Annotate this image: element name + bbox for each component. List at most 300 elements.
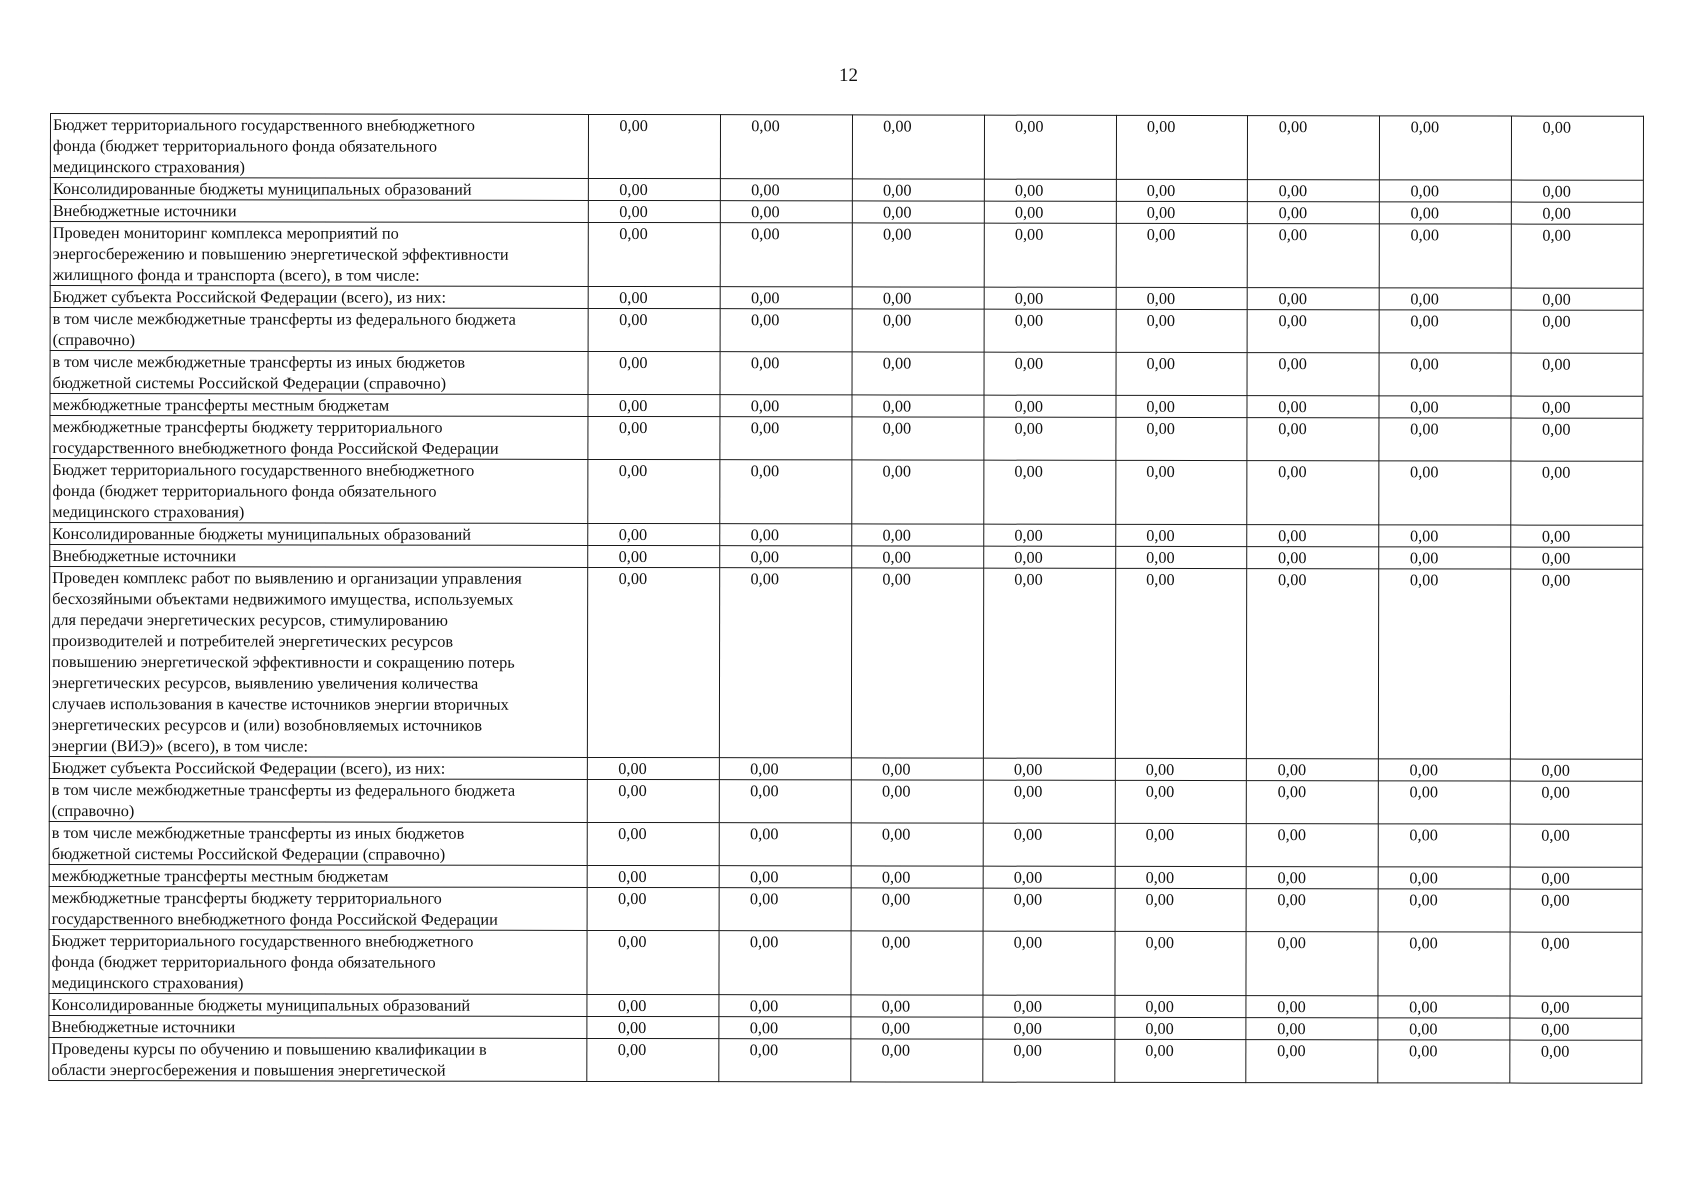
value-cell — [588, 286, 720, 308]
value-text: 0,00 — [882, 461, 912, 481]
value-cell — [720, 115, 852, 179]
value-text: 0,00 — [1277, 933, 1306, 953]
value-text: 0,00 — [1542, 311, 1571, 331]
table-row — [50, 286, 1643, 311]
value-cell — [984, 287, 1116, 309]
value-text: 0,00 — [881, 1018, 911, 1038]
value-text: 0,00 — [1145, 759, 1175, 779]
value-cell — [852, 115, 984, 179]
value-text: 0,00 — [1541, 526, 1571, 546]
value-text: 0,00 — [1542, 397, 1571, 417]
value-cell — [1378, 996, 1510, 1018]
value-cell — [1378, 867, 1510, 889]
value-cell — [1247, 569, 1379, 759]
value-cell — [852, 287, 984, 309]
value-cell — [588, 222, 720, 286]
value-cell — [1116, 287, 1248, 309]
row-label: Бюджет субъекта Российской Федерации (всего), из них: — [49, 756, 587, 779]
value-text: 0,00 — [1410, 354, 1439, 374]
value-text: 0,00 — [881, 932, 911, 952]
value-text: 0,00 — [618, 395, 648, 416]
value-cell — [1114, 1039, 1246, 1082]
row-label: Проведены курсы по обучению и повышению квалификации в области энергосбережения и повышения энергетической — [49, 1037, 587, 1081]
value-cell — [983, 546, 1115, 568]
value-text: 0,00 — [1278, 548, 1307, 568]
value-cell — [983, 931, 1115, 995]
value-text: 0,00 — [749, 996, 779, 1016]
value-text: 0,00 — [881, 889, 911, 909]
value-text: 0,00 — [751, 116, 780, 136]
value-cell — [588, 114, 720, 178]
value-text: 0,00 — [1277, 1041, 1306, 1061]
value-text: 0,00 — [619, 201, 648, 222]
value-cell — [720, 352, 852, 395]
value-text: 0,00 — [883, 180, 912, 200]
value-cell — [1379, 781, 1511, 824]
value-text: 0,00 — [1277, 1019, 1306, 1039]
value-text: 0,00 — [1014, 180, 1044, 200]
value-text: 0,00 — [1409, 782, 1439, 802]
value-text: 0,00 — [1410, 462, 1439, 482]
value-text: 0,00 — [1146, 353, 1176, 373]
value-cell — [851, 931, 983, 995]
value-cell — [1247, 547, 1379, 569]
value-text: 0,00 — [1409, 760, 1439, 780]
value-cell — [852, 395, 984, 417]
value-text: 0,00 — [882, 396, 912, 416]
value-cell — [1247, 461, 1379, 525]
value-text: 0,00 — [1014, 396, 1044, 416]
value-cell — [719, 780, 851, 823]
value-text: 0,00 — [618, 866, 647, 887]
value-text: 0,00 — [751, 224, 780, 244]
value-cell — [720, 524, 852, 546]
table-row — [50, 178, 1643, 203]
value-text: 0,00 — [1409, 890, 1438, 910]
value-cell — [1379, 396, 1511, 418]
value-cell — [1510, 889, 1642, 932]
value-text: 0,00 — [1145, 824, 1175, 844]
value-cell — [1510, 781, 1642, 824]
value-text: 0,00 — [1014, 353, 1044, 373]
value-text: 0,00 — [1277, 570, 1307, 590]
row-label: Внебюджетные источники — [50, 545, 588, 568]
budget-table — [48, 113, 1644, 1084]
value-text: 0,00 — [617, 995, 647, 1016]
value-text: 0,00 — [750, 461, 780, 481]
value-cell — [851, 995, 983, 1017]
value-cell — [851, 780, 983, 823]
value-cell — [1116, 223, 1248, 287]
value-text: 0,00 — [750, 525, 780, 545]
value-cell — [851, 758, 983, 780]
table-row — [50, 200, 1643, 225]
table-row — [50, 222, 1643, 289]
value-cell — [1379, 224, 1511, 288]
value-cell — [720, 417, 852, 460]
value-text: 0,00 — [1410, 181, 1440, 201]
value-cell — [1115, 524, 1247, 546]
value-cell — [1511, 202, 1643, 224]
value-text: 0,00 — [751, 202, 780, 222]
value-cell — [1510, 759, 1642, 781]
value-cell — [984, 179, 1116, 201]
value-text: 0,00 — [1541, 419, 1571, 439]
value-text: 0,00 — [1146, 288, 1176, 308]
value-text: 0,00 — [882, 759, 911, 779]
value-cell — [852, 179, 984, 201]
value-text: 0,00 — [1278, 117, 1308, 137]
value-text: 0,00 — [1146, 202, 1176, 222]
value-cell — [983, 995, 1115, 1017]
value-cell — [983, 524, 1115, 546]
value-cell — [1511, 224, 1643, 288]
value-cell — [1116, 309, 1248, 352]
value-text: 0,00 — [751, 180, 780, 200]
value-text: 0,00 — [1014, 525, 1043, 545]
row-label: Бюджет субъекта Российской Федерации (всего), из них: — [50, 286, 588, 309]
row-label: Внебюджетные источники — [49, 1015, 587, 1038]
value-text: 0,00 — [1409, 997, 1438, 1017]
value-cell — [984, 417, 1116, 460]
value-cell — [720, 287, 852, 309]
value-text: 0,00 — [1013, 1018, 1042, 1038]
value-cell — [1114, 995, 1246, 1017]
value-text: 0,00 — [1013, 824, 1043, 844]
value-cell — [1379, 418, 1511, 461]
value-text: 0,00 — [1409, 526, 1439, 546]
value-cell — [852, 309, 984, 352]
value-text: 0,00 — [750, 547, 780, 567]
value-text: 0,00 — [1410, 203, 1440, 223]
value-text: 0,00 — [1013, 867, 1043, 887]
value-text: 0,00 — [1409, 825, 1438, 845]
row-label: Бюджет территориального государственного внебюджетного фонда (бюджет территориального фонда обязательного медицинского страхования) — [50, 114, 588, 179]
value-text: 0,00 — [618, 568, 648, 589]
value-text: 0,00 — [750, 759, 779, 779]
row-label: Бюджет территориального государственного внебюджетного фонда (бюджет территориального фонда обязательного медицинского страхования) — [49, 929, 587, 994]
value-text: 0,00 — [619, 179, 648, 200]
value-text: 0,00 — [882, 310, 912, 330]
value-cell — [587, 567, 719, 757]
value-text: 0,00 — [881, 781, 911, 801]
value-cell — [984, 223, 1116, 287]
value-cell — [587, 822, 719, 865]
value-text: 0,00 — [1278, 311, 1307, 331]
value-text: 0,00 — [1278, 462, 1307, 482]
value-cell — [588, 308, 720, 351]
value-text: 0,00 — [750, 310, 780, 330]
value-cell — [587, 779, 719, 822]
value-cell — [1378, 889, 1510, 932]
value-text: 0,00 — [1145, 889, 1175, 909]
value-text: 0,00 — [617, 1039, 647, 1060]
value-cell — [1379, 353, 1511, 396]
value-text: 0,00 — [1410, 117, 1440, 137]
row-label: Консолидированные бюджеты муниципальных образований — [49, 993, 587, 1016]
value-cell — [588, 416, 720, 459]
value-cell — [851, 1017, 983, 1039]
value-text: 0,00 — [881, 1040, 911, 1060]
value-cell — [1380, 116, 1512, 180]
value-text: 0,00 — [618, 758, 647, 779]
value-cell — [588, 545, 720, 567]
value-cell — [983, 866, 1115, 888]
row-label: межбюджетные трансферты местным бюджетам — [50, 394, 588, 417]
value-cell — [1115, 568, 1247, 758]
value-cell — [983, 888, 1115, 931]
value-text: 0,00 — [1013, 889, 1043, 909]
row-label: в том числе межбюджетные трансферты из иных бюджетов бюджетной системы Российской Федерации (справочно) — [50, 351, 588, 395]
value-text: 0,00 — [882, 547, 911, 567]
row-label: в том числе межбюджетные трансферты из иных бюджетов бюджетной системы Российской Федерации (справочно) — [49, 821, 587, 865]
value-text: 0,00 — [619, 287, 648, 308]
row-label: Консолидированные бюджеты муниципальных образований — [50, 523, 588, 546]
value-text: 0,00 — [1277, 825, 1307, 845]
value-text: 0,00 — [1410, 311, 1439, 331]
value-text: 0,00 — [1542, 354, 1571, 374]
value-cell — [1510, 996, 1642, 1018]
value-text: 0,00 — [1278, 203, 1308, 223]
value-cell — [982, 1039, 1114, 1082]
value-text: 0,00 — [750, 569, 780, 589]
table-row — [49, 756, 1642, 781]
value-text: 0,00 — [749, 1040, 779, 1060]
value-cell — [1248, 224, 1380, 288]
table-row — [50, 523, 1643, 548]
value-cell — [1379, 525, 1511, 547]
value-cell — [587, 1038, 719, 1081]
value-text: 0,00 — [1541, 782, 1570, 802]
value-cell — [1378, 1040, 1510, 1083]
value-cell — [719, 995, 851, 1017]
value-text: 0,00 — [1541, 462, 1571, 482]
value-text: 0,00 — [1542, 203, 1571, 223]
value-cell — [1379, 461, 1511, 525]
value-text: 0,00 — [1278, 354, 1307, 374]
value-cell — [852, 352, 984, 395]
value-cell — [719, 888, 851, 931]
value-cell — [1380, 180, 1512, 202]
value-text: 0,00 — [1145, 996, 1174, 1016]
value-text: 0,00 — [749, 1018, 779, 1038]
value-text: 0,00 — [1013, 996, 1043, 1016]
value-text: 0,00 — [750, 824, 779, 844]
value-text: 0,00 — [1015, 116, 1044, 136]
value-text: 0,00 — [1146, 418, 1175, 438]
value-text: 0,00 — [1145, 1018, 1174, 1038]
table-row — [50, 394, 1643, 419]
row-label: межбюджетные трансферты бюджету территориального государственного внебюджетного фонда Российской Федерации — [50, 416, 588, 460]
value-text: 0,00 — [1277, 997, 1306, 1017]
value-text: 0,00 — [618, 780, 647, 801]
value-cell — [1247, 759, 1379, 781]
table-row — [49, 929, 1642, 996]
value-cell — [1246, 889, 1378, 932]
value-text: 0,00 — [1146, 569, 1175, 589]
value-cell — [720, 309, 852, 352]
value-cell — [983, 460, 1115, 524]
value-text: 0,00 — [1540, 1041, 1570, 1061]
value-cell — [1115, 823, 1247, 866]
value-text: 0,00 — [1146, 547, 1175, 567]
value-cell — [1510, 867, 1642, 889]
value-cell — [719, 568, 851, 758]
value-cell — [1247, 418, 1379, 461]
value-text: 0,00 — [1014, 310, 1044, 330]
value-cell — [983, 823, 1115, 866]
table-row — [49, 821, 1642, 867]
value-cell — [1248, 288, 1380, 310]
value-text: 0,00 — [750, 396, 780, 416]
value-cell — [1246, 932, 1378, 996]
value-cell — [719, 823, 851, 866]
value-text: 0,00 — [749, 889, 779, 909]
value-text: 0,00 — [1146, 224, 1176, 244]
value-cell — [1115, 460, 1247, 524]
value-text: 0,00 — [882, 288, 912, 308]
value-cell — [1510, 1040, 1642, 1083]
value-text: 0,00 — [1013, 1040, 1042, 1060]
value-text: 0,00 — [1410, 419, 1439, 439]
value-cell — [1115, 780, 1247, 823]
value-cell — [1511, 180, 1643, 202]
value-text: 0,00 — [1541, 868, 1570, 888]
value-text: 0,00 — [1014, 418, 1044, 438]
value-text: 0,00 — [881, 996, 911, 1016]
value-cell — [984, 201, 1116, 223]
value-text: 0,00 — [1013, 781, 1043, 801]
value-cell — [1510, 932, 1642, 996]
value-text: 0,00 — [1145, 781, 1175, 801]
value-cell — [1379, 569, 1511, 759]
value-cell — [1115, 417, 1247, 460]
value-text: 0,00 — [1277, 868, 1306, 888]
value-text: 0,00 — [1013, 759, 1043, 779]
value-cell — [1115, 395, 1247, 417]
value-cell — [1116, 115, 1248, 179]
value-text: 0,00 — [1409, 570, 1439, 590]
table-row — [49, 864, 1642, 889]
value-text: 0,00 — [883, 116, 912, 136]
value-cell — [1248, 202, 1380, 224]
value-cell — [1115, 546, 1247, 568]
row-label: Проведен мониторинг комплекса мероприятий по энергосбережению и повышению энергетической эффективности жилищного фонда и транспорта (всего), в том числе: — [50, 222, 588, 287]
row-label: Бюджет территориального государственного внебюджетного фонда (бюджет территориального фонда обязательного медицинского страхования) — [50, 459, 588, 524]
value-text: 0,00 — [1014, 547, 1043, 567]
value-text: 0,00 — [1014, 461, 1043, 481]
row-label: межбюджетные трансферты местным бюджетам — [49, 864, 587, 887]
value-text: 0,00 — [1410, 289, 1439, 309]
value-text: 0,00 — [1541, 933, 1570, 953]
value-text: 0,00 — [750, 418, 780, 438]
value-cell — [851, 888, 983, 931]
table-row — [49, 567, 1642, 760]
value-text: 0,00 — [750, 353, 780, 373]
value-text: 0,00 — [882, 202, 912, 222]
value-text: 0,00 — [1541, 548, 1571, 568]
value-cell — [984, 395, 1116, 417]
value-text: 0,00 — [1278, 526, 1307, 546]
value-cell — [851, 568, 983, 758]
value-cell — [1247, 867, 1379, 889]
row-label: Внебюджетные источники — [50, 200, 588, 223]
value-cell — [851, 866, 983, 888]
table-body — [49, 114, 1644, 1084]
value-text: 0,00 — [619, 309, 648, 330]
value-cell — [1116, 352, 1248, 395]
value-cell — [1379, 288, 1511, 310]
table-row — [50, 351, 1643, 397]
value-text: 0,00 — [882, 569, 911, 589]
value-cell — [852, 417, 984, 460]
value-text: 0,00 — [618, 888, 647, 909]
value-text: 0,00 — [1409, 1041, 1438, 1061]
value-cell — [587, 930, 719, 994]
value-text: 0,00 — [1146, 461, 1175, 481]
value-text: 0,00 — [1540, 1019, 1570, 1039]
value-cell — [588, 351, 720, 394]
value-text: 0,00 — [1541, 825, 1570, 845]
value-text: 0,00 — [618, 460, 648, 481]
value-cell — [1510, 824, 1642, 867]
value-cell — [720, 179, 852, 201]
value-cell — [720, 460, 852, 524]
value-cell — [587, 757, 719, 779]
value-text: 0,00 — [619, 223, 648, 244]
value-text: 0,00 — [882, 418, 912, 438]
value-cell — [1247, 396, 1379, 418]
value-cell — [587, 865, 719, 887]
value-cell — [1511, 353, 1643, 396]
value-text: 0,00 — [1014, 202, 1044, 222]
value-text: 0,00 — [1278, 419, 1307, 439]
value-text: 0,00 — [1145, 867, 1175, 887]
row-label: Проведен комплекс работ по выявлению и организации управления бесхозяйными объектами недвижимого имущества, используемых для передачи энергетических ресурсов, стимулированию производителей и потребителей энергетических ресурсов повышению энергетической эффективности и сокращению потерь энергетических ресурсов, выявлению увеличения количества случаев использования в качестве источников энергии вторичных энергетических ресурсов и (или) возобновляемых источников энергии (ВИЭ)» (всего), в том числе: — [49, 567, 587, 758]
value-cell — [1379, 759, 1511, 781]
value-cell — [1114, 1017, 1246, 1039]
value-cell — [719, 1039, 851, 1082]
value-cell — [1379, 547, 1511, 569]
value-text: 0,00 — [750, 781, 779, 801]
value-cell — [587, 887, 719, 930]
table-row — [49, 993, 1642, 1018]
value-cell — [1246, 1040, 1378, 1083]
value-text: 0,00 — [1541, 570, 1571, 590]
value-cell — [984, 115, 1116, 179]
value-cell — [1510, 1018, 1642, 1040]
value-text: 0,00 — [1278, 225, 1308, 245]
row-label: межбюджетные трансферты бюджету территориального государственного внебюджетного фонда Российской Федерации — [49, 886, 587, 930]
value-text: 0,00 — [882, 224, 912, 244]
value-cell — [588, 200, 720, 222]
value-text: 0,00 — [1410, 397, 1439, 417]
value-cell — [1511, 461, 1643, 525]
table-row — [49, 1015, 1642, 1040]
value-cell — [851, 823, 983, 866]
value-cell — [1511, 547, 1643, 569]
value-cell — [983, 568, 1115, 758]
value-cell — [851, 524, 983, 546]
value-text: 0,00 — [1278, 289, 1308, 309]
value-cell — [983, 758, 1115, 780]
row-label: в том числе межбюджетные трансферты из федерального бюджета (справочно) — [49, 778, 587, 822]
value-cell — [720, 201, 852, 223]
value-cell — [852, 460, 984, 524]
value-text: 0,00 — [1278, 181, 1308, 201]
value-cell — [1247, 310, 1379, 353]
value-text: 0,00 — [1542, 117, 1572, 137]
